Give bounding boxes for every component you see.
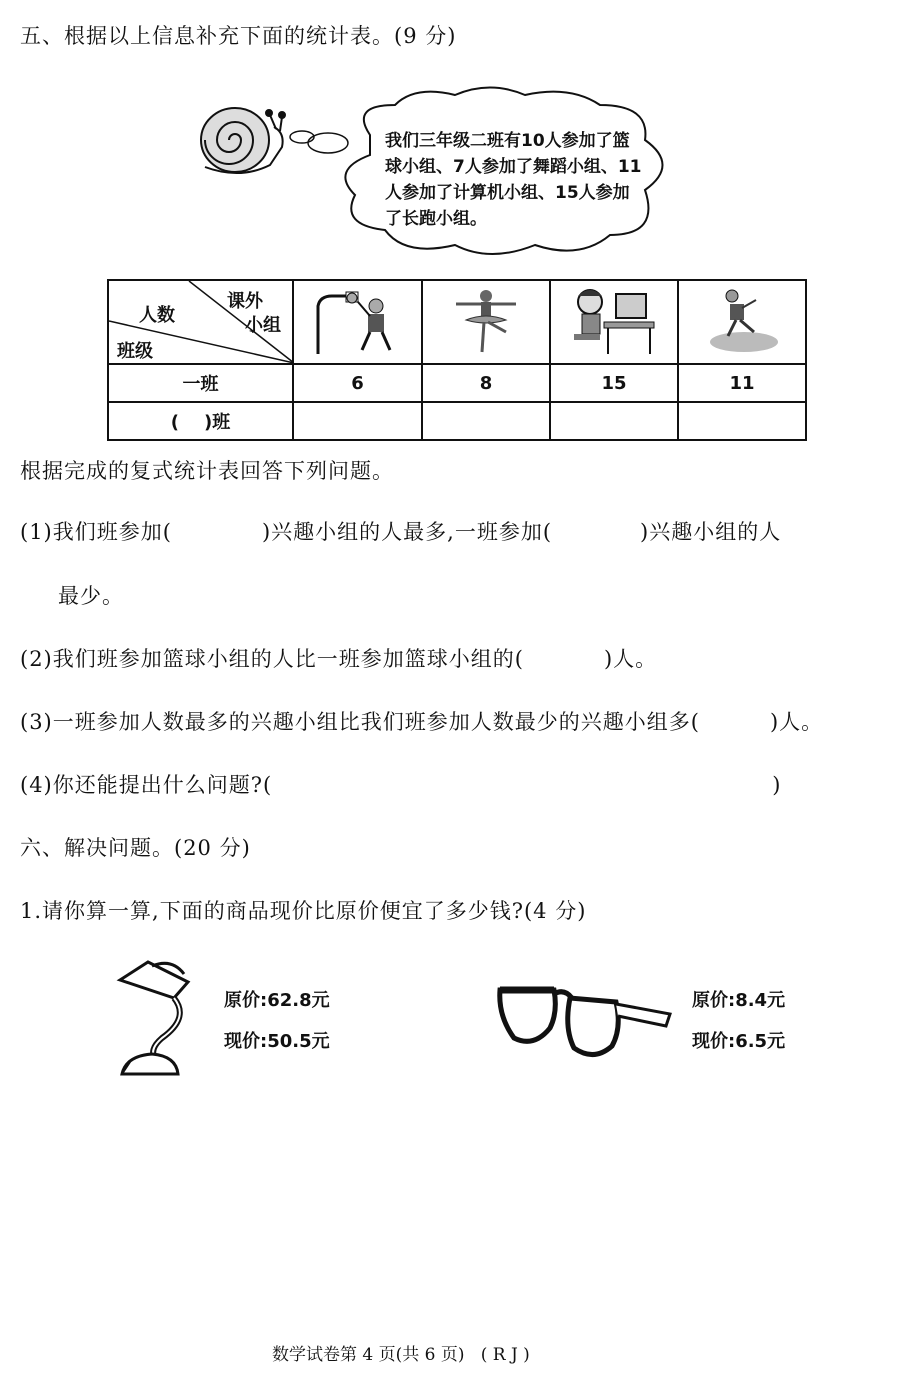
row-label: 一班 [108,364,293,402]
col-running [678,280,806,364]
section6-heading: 六、解决问题。(20 分) [20,836,251,860]
table-row [108,364,806,402]
col-basketball [293,280,422,364]
page-footer: 数学试卷第 4 页(共 6 页) ( R J ) [272,1345,530,1365]
stats-table [107,279,807,441]
table-header-row [108,280,806,364]
bubble-line: 球小组、7人参加了舞蹈小组、11 [385,157,642,177]
basketball-icon [308,284,408,356]
bubble-line: 人参加了计算机小组、15人参加 [385,183,630,203]
corner-label-count: 人数 [139,305,175,326]
col-computer [550,280,678,364]
section6-question-1: 1.请你算一算,下面的商品现价比原价便宜了多少钱?(4 分) [20,899,587,923]
row-label: ( )班 [108,402,293,440]
computer-icon [564,284,664,356]
cell-value-blank[interactable] [550,402,678,440]
corner-label-class: 班级 [117,341,153,362]
cell-value-blank[interactable] [422,402,550,440]
section5-heading: 五、根据以上信息补充下面的统计表。(9 分) [20,24,457,48]
table-row [108,402,806,440]
cell-value-blank[interactable] [293,402,422,440]
running-icon [692,284,792,356]
desk-lamp-icon [112,958,202,1080]
bubble-line: 了长跑小组。 [385,209,487,229]
speech-bubble-text [385,128,642,232]
cell-value: 15 [550,364,678,402]
question-3: (3)一班参加人数最多的兴趣小组比我们班参加人数最少的兴趣小组多( )人。 [20,710,824,734]
glasses-current-price: 现价:6.5元 [692,1031,786,1052]
glasses-original-price: 原价:8.4元 [692,990,786,1011]
lamp-original-price: 原价:62.8元 [224,990,330,1011]
question-2: (2)我们班参加篮球小组的人比一班参加篮球小组的( )人。 [20,647,658,671]
ballet-icon [436,284,536,356]
question-4: (4)你还能提出什么问题?( ) [20,773,782,797]
snail-icon [201,108,285,173]
cell-value: 8 [422,364,550,402]
question-1: (1)我们班参加( )兴趣小组的人最多,一班参加( )兴趣小组的人 [20,520,782,544]
questions-intro: 根据完成的复式统计表回答下列问题。 [20,459,394,483]
corner-cell [108,280,293,364]
corner-label-extracurricular: 课外 [227,291,263,312]
lamp-current-price: 现价:50.5元 [224,1031,330,1052]
bubble-line: 我们三年级二班有10人参加了篮 [385,131,630,151]
glasses-icon [494,976,674,1062]
question-1-cont: 最少。 [58,584,124,608]
col-dance [422,280,550,364]
cell-value: 11 [678,364,806,402]
cell-value-blank[interactable] [678,402,806,440]
cell-value: 6 [293,364,422,402]
corner-label-group: 小组 [245,315,281,336]
